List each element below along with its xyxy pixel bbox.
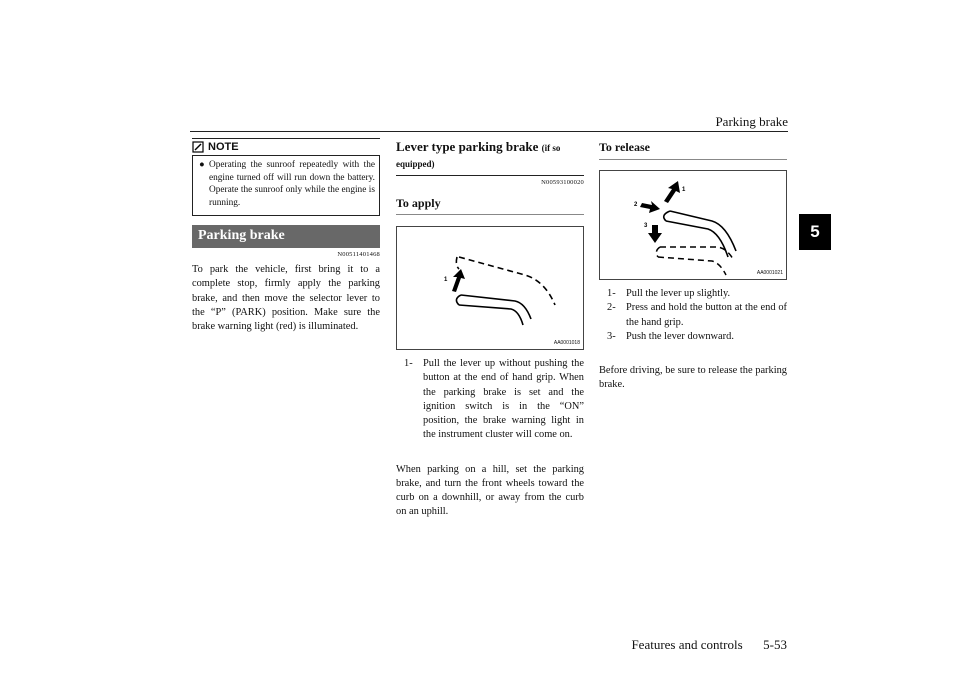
note-body bbox=[192, 156, 380, 216]
note-label: NOTE bbox=[208, 141, 239, 153]
step-text: Push the lever downward. bbox=[626, 330, 734, 342]
note-bullet bbox=[199, 159, 375, 209]
bullet-icon: ● bbox=[199, 160, 205, 170]
release-figure bbox=[599, 170, 787, 280]
lever-type-heading bbox=[396, 138, 584, 176]
header-rule bbox=[190, 131, 788, 132]
figure-code: AA0001018 bbox=[553, 340, 580, 346]
step-item bbox=[607, 301, 787, 330]
to-release-heading: To release bbox=[599, 138, 787, 160]
step-number: 1- bbox=[404, 358, 413, 369]
page-footer bbox=[631, 637, 787, 653]
figure-label-1: 1 bbox=[682, 187, 686, 193]
column-2 bbox=[396, 138, 584, 520]
release-after-paragraph: Before driving, be sure to release the parking brake. bbox=[599, 365, 787, 391]
apply-after-paragraph: When parking on a hill, set the parking brake, and turn the front wheels toward the curb on a downhill, or away from the curb on an uphill. bbox=[396, 463, 584, 518]
note-box bbox=[192, 138, 380, 216]
to-apply-heading: To apply bbox=[396, 186, 584, 215]
arrow-up-icon bbox=[452, 269, 465, 292]
column-1 bbox=[192, 138, 380, 334]
step-text: Press and hold the button at the end of the hand grip. bbox=[626, 302, 787, 328]
figure-label-2: 2 bbox=[634, 202, 638, 208]
apply-figure bbox=[396, 226, 584, 350]
chapter-tab: 5 bbox=[799, 214, 831, 250]
note-icon bbox=[192, 141, 204, 153]
step-item bbox=[607, 330, 787, 344]
step-text: Pull the lever up slightly. bbox=[626, 288, 731, 299]
parking-brake-paragraph: To park the vehicle, first bring it to a complete stop, firmly apply the parking brake, and then move the selector lever to the “P” (PARK) position. Make sure the brake warning light (red) is illuminated. bbox=[192, 264, 380, 333]
figure-code: AA0001021 bbox=[756, 270, 783, 276]
note-header bbox=[192, 138, 380, 156]
section-code: N00511401468 bbox=[337, 251, 380, 259]
section-banner-parking-brake: Parking brake bbox=[192, 225, 380, 248]
step-number: 3- bbox=[607, 330, 616, 342]
step-text: Pull the lever up without pushing the button at the end of hand grip. When the parking brake is set and the ignition switch is in the “ON” position, the brake warning light in the instrument cluster will come on. bbox=[423, 358, 584, 441]
lever-release-illustration bbox=[600, 171, 786, 279]
arrow-right-icon bbox=[640, 201, 660, 213]
note-bullet-text: Operating the sunroof repeatedly with the engine turned off will run down the battery. Operate the sunroof only while the engine is running. bbox=[209, 160, 375, 208]
column-3 bbox=[599, 138, 787, 393]
figure-label-3: 3 bbox=[644, 223, 648, 229]
apply-steps bbox=[396, 357, 584, 443]
step-number: 1- bbox=[607, 288, 616, 299]
lever-apply-illustration bbox=[397, 227, 583, 349]
step-item bbox=[404, 357, 584, 443]
footer-section: Features and controls bbox=[631, 637, 743, 652]
figure-label-1: 1 bbox=[444, 277, 448, 283]
lever-type-code: N00593100020 bbox=[541, 179, 584, 186]
footer-page-number: 5-53 bbox=[763, 637, 787, 652]
step-item bbox=[607, 287, 787, 301]
arrow-down-icon bbox=[648, 225, 662, 243]
lever-type-title: Lever type parking brake bbox=[396, 139, 539, 154]
page-header-title: Parking brake bbox=[715, 114, 788, 129]
lever-type-suffix: (if so equipped) bbox=[396, 143, 561, 169]
step-number: 2- bbox=[607, 302, 616, 314]
release-steps bbox=[599, 287, 787, 344]
arrow-up-icon bbox=[664, 181, 680, 203]
